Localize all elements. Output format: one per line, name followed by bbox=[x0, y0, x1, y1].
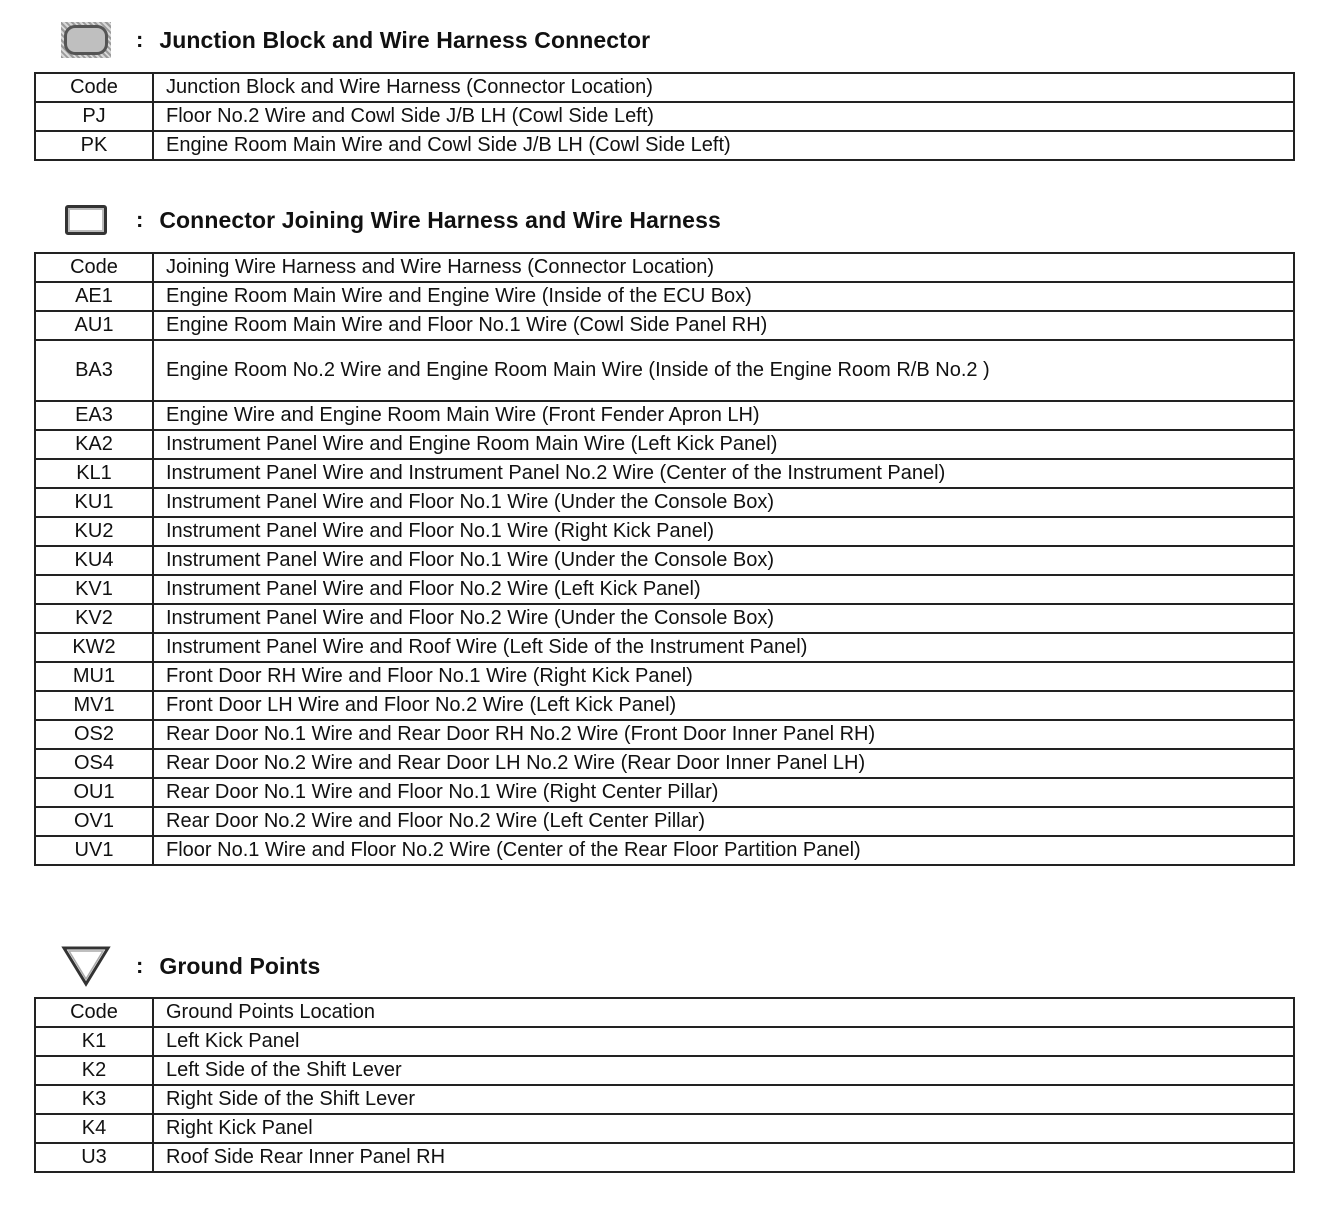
location-header: Ground Points Location bbox=[153, 998, 1294, 1027]
row-code: KW2 bbox=[35, 633, 153, 662]
table-row bbox=[35, 720, 1294, 749]
row-code: OS4 bbox=[35, 749, 153, 778]
row-code: KL1 bbox=[35, 459, 153, 488]
table-row bbox=[35, 1085, 1294, 1114]
row-code: K4 bbox=[35, 1114, 153, 1143]
row-code: K1 bbox=[35, 1027, 153, 1056]
heading-colon: : bbox=[136, 207, 144, 232]
row-code: K3 bbox=[35, 1085, 153, 1114]
table-row bbox=[35, 633, 1294, 662]
table-row bbox=[35, 131, 1294, 160]
location-header: Joining Wire Harness and Wire Harness (Connector Location) bbox=[153, 253, 1294, 282]
row-location: Instrument Panel Wire and Roof Wire (Left Side of the Instrument Panel) bbox=[153, 633, 1294, 662]
heading-colon: : bbox=[136, 27, 144, 52]
row-location: Engine Room Main Wire and Cowl Side J/B LH (Cowl Side Left) bbox=[153, 131, 1294, 160]
junction-block-table bbox=[34, 72, 1295, 161]
row-location: Instrument Panel Wire and Instrument Panel No.2 Wire (Center of the Instrument Panel) bbox=[153, 459, 1294, 488]
row-code: U3 bbox=[35, 1143, 153, 1172]
table-row bbox=[35, 1143, 1294, 1172]
row-location: Floor No.2 Wire and Cowl Side J/B LH (Cowl Side Left) bbox=[153, 102, 1294, 131]
row-code: KA2 bbox=[35, 430, 153, 459]
table-row bbox=[35, 575, 1294, 604]
row-code: OU1 bbox=[35, 778, 153, 807]
section-title: Junction Block and Wire Harness Connector bbox=[159, 26, 651, 53]
ground-triangle-icon bbox=[56, 942, 116, 990]
section-junction-block-heading bbox=[56, 16, 650, 64]
row-code: MU1 bbox=[35, 662, 153, 691]
row-code: PJ bbox=[35, 102, 153, 131]
connector-box-icon bbox=[56, 196, 116, 244]
heading-colon: : bbox=[136, 953, 144, 978]
code-header: Code bbox=[35, 73, 153, 102]
row-location: Rear Door No.1 Wire and Rear Door RH No.2 Wire (Front Door Inner Panel RH) bbox=[153, 720, 1294, 749]
row-location: Instrument Panel Wire and Floor No.2 Wire (Under the Console Box) bbox=[153, 604, 1294, 633]
row-code: KU1 bbox=[35, 488, 153, 517]
row-location: Left Kick Panel bbox=[153, 1027, 1294, 1056]
table-row bbox=[35, 1056, 1294, 1085]
row-location: Front Door LH Wire and Floor No.2 Wire (Left Kick Panel) bbox=[153, 691, 1294, 720]
section-connector-joining-heading bbox=[56, 196, 721, 244]
section-title: Connector Joining Wire Harness and Wire Harness bbox=[159, 206, 721, 233]
table-row bbox=[35, 604, 1294, 633]
row-code: KU4 bbox=[35, 546, 153, 575]
row-code: KV1 bbox=[35, 575, 153, 604]
row-location: Roof Side Rear Inner Panel RH bbox=[153, 1143, 1294, 1172]
table-row bbox=[35, 691, 1294, 720]
row-location: Left Side of the Shift Lever bbox=[153, 1056, 1294, 1085]
table-row bbox=[35, 488, 1294, 517]
row-code: AE1 bbox=[35, 282, 153, 311]
location-header: Junction Block and Wire Harness (Connector Location) bbox=[153, 73, 1294, 102]
table-row bbox=[35, 311, 1294, 340]
row-code: KU2 bbox=[35, 517, 153, 546]
row-location: Rear Door No.2 Wire and Rear Door LH No.2 Wire (Rear Door Inner Panel LH) bbox=[153, 749, 1294, 778]
row-code: BA3 bbox=[35, 340, 153, 401]
junction-block-icon bbox=[56, 16, 116, 64]
row-location: Engine Room Main Wire and Floor No.1 Wire (Cowl Side Panel RH) bbox=[153, 311, 1294, 340]
table-row bbox=[35, 401, 1294, 430]
table-row bbox=[35, 102, 1294, 131]
row-code: MV1 bbox=[35, 691, 153, 720]
row-location: Floor No.1 Wire and Floor No.2 Wire (Center of the Rear Floor Partition Panel) bbox=[153, 836, 1294, 865]
row-location: Rear Door No.1 Wire and Floor No.1 Wire (Right Center Pillar) bbox=[153, 778, 1294, 807]
row-location: Instrument Panel Wire and Engine Room Main Wire (Left Kick Panel) bbox=[153, 430, 1294, 459]
table-row bbox=[35, 1114, 1294, 1143]
row-location: Engine Room No.2 Wire and Engine Room Main Wire (Inside of the Engine Room R/B No.2 ) bbox=[153, 340, 1294, 401]
table-row bbox=[35, 807, 1294, 836]
row-location: Instrument Panel Wire and Floor No.1 Wire (Under the Console Box) bbox=[153, 488, 1294, 517]
ground-points-table bbox=[34, 997, 1295, 1173]
code-header: Code bbox=[35, 253, 153, 282]
table-row bbox=[35, 662, 1294, 691]
row-location: Engine Wire and Engine Room Main Wire (Front Fender Apron LH) bbox=[153, 401, 1294, 430]
row-location: Instrument Panel Wire and Floor No.1 Wire (Under the Console Box) bbox=[153, 546, 1294, 575]
row-code: EA3 bbox=[35, 401, 153, 430]
row-code: KV2 bbox=[35, 604, 153, 633]
row-location: Instrument Panel Wire and Floor No.1 Wire (Right Kick Panel) bbox=[153, 517, 1294, 546]
table-header-row bbox=[35, 73, 1294, 102]
table-row bbox=[35, 1027, 1294, 1056]
row-code: AU1 bbox=[35, 311, 153, 340]
table-row bbox=[35, 459, 1294, 488]
table-row bbox=[35, 282, 1294, 311]
table-row bbox=[35, 546, 1294, 575]
table-row bbox=[35, 430, 1294, 459]
row-location: Right Kick Panel bbox=[153, 1114, 1294, 1143]
row-location: Engine Room Main Wire and Engine Wire (Inside of the ECU Box) bbox=[153, 282, 1294, 311]
row-code: UV1 bbox=[35, 836, 153, 865]
code-header: Code bbox=[35, 998, 153, 1027]
table-row bbox=[35, 749, 1294, 778]
table-header-row bbox=[35, 253, 1294, 282]
section-ground-points-heading bbox=[56, 942, 320, 990]
row-code: OV1 bbox=[35, 807, 153, 836]
connector-joining-table bbox=[34, 252, 1295, 866]
row-code: OS2 bbox=[35, 720, 153, 749]
table-row bbox=[35, 836, 1294, 865]
row-location: Rear Door No.2 Wire and Floor No.2 Wire (Left Center Pillar) bbox=[153, 807, 1294, 836]
row-code: K2 bbox=[35, 1056, 153, 1085]
row-location: Front Door RH Wire and Floor No.1 Wire (Right Kick Panel) bbox=[153, 662, 1294, 691]
section-title: Ground Points bbox=[159, 952, 321, 979]
table-row bbox=[35, 517, 1294, 546]
row-location: Instrument Panel Wire and Floor No.2 Wire (Left Kick Panel) bbox=[153, 575, 1294, 604]
table-header-row bbox=[35, 998, 1294, 1027]
table-row bbox=[35, 340, 1294, 401]
table-row bbox=[35, 778, 1294, 807]
row-location: Right Side of the Shift Lever bbox=[153, 1085, 1294, 1114]
row-code: PK bbox=[35, 131, 153, 160]
